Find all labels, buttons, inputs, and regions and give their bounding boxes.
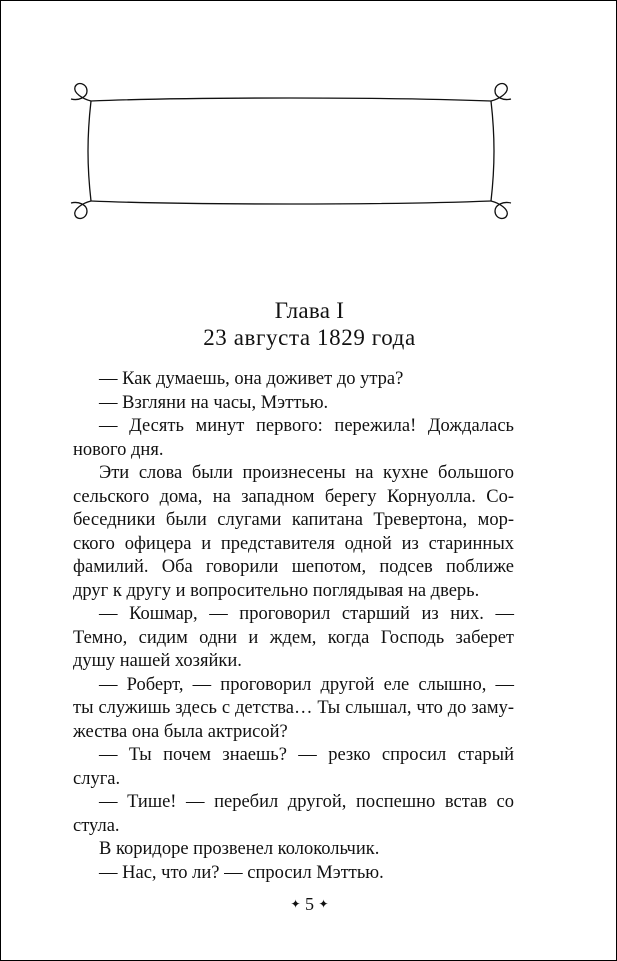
text-line: душу нашей хозяйки.: [73, 651, 242, 671]
text-line: ты служишь здесь с детства… Ты слышал, что до заму-: [73, 698, 514, 718]
text-line: беседники были слугами капитана Тревертона, мор-: [73, 510, 514, 530]
text-line: — Десять минут первого: пережила! Дождалась: [99, 416, 514, 436]
text-line: В коридоре прозвенел колокольчик.: [99, 839, 380, 859]
text-line: — Как думаешь, она доживет до утра?: [99, 369, 404, 389]
chapter-label: Глава I: [274, 298, 345, 323]
text-line: — Нас, что ли? — спросил Мэттью.: [99, 862, 384, 883]
text-line: Эти слова были произнесены на кухне большого: [99, 463, 514, 483]
body-text: [73, 368, 514, 885]
text-line: — Кошмар, — проговорил старший из них. —: [99, 604, 514, 624]
text-line: — Ты почем знаешь? — резко спросил старый: [99, 745, 514, 765]
text-line: нового дня.: [73, 439, 164, 460]
text-line: фамилий. Оба говорили шепотом, подсев поближе: [73, 557, 514, 577]
page-number: 5: [305, 894, 314, 914]
text-line: жества она была актрисой?: [73, 721, 288, 742]
text-line: Темно, сидим одни и ждем, когда Господь заберет: [73, 627, 514, 648]
text-line: — Роберт, — проговорил другой еле слышно, —: [99, 674, 514, 695]
text-line: ского офицера и представителя одной из старинных: [73, 533, 514, 554]
text-line: друг к другу и вопросительно поглядывая на дверь.: [73, 580, 480, 601]
decorative-frame-ornament: [69, 81, 513, 221]
text-line: — Тише! — перебил другой, поспешно встав со: [99, 792, 514, 812]
text-line: слуга.: [73, 768, 121, 789]
star-icon: ✦: [318, 897, 329, 911]
page-number-footer: [1, 894, 617, 915]
text-line: сельского дома, на западном берегу Корнуолла. Со-: [73, 486, 514, 507]
star-icon: ✦: [290, 897, 301, 911]
text-line: — Взгляни на часы, Мэттью.: [99, 392, 329, 413]
chapter-title: 23 августа 1829 года: [203, 325, 416, 350]
text-line: стула.: [73, 815, 120, 836]
